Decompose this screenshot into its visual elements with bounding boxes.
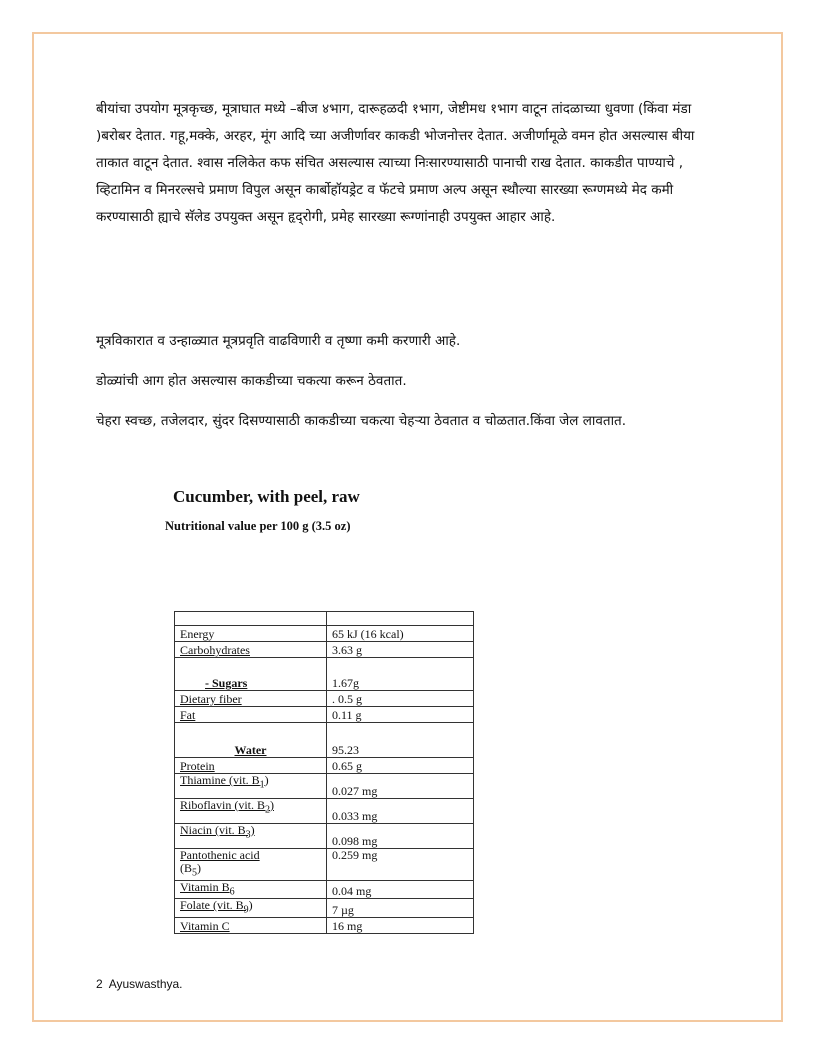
table-row — [175, 691, 474, 707]
nutrient-value: 16 mg — [327, 917, 474, 933]
pantothenic-label-2: (B — [180, 861, 192, 875]
nutrient-label — [175, 799, 327, 824]
nutrient-label: Energy — [175, 626, 327, 642]
nutrient-value: 0.11 g — [327, 707, 474, 723]
paragraph-3: डोळ्यांची आग होत असल्यास काकडीच्या चकत्या करून ठेवतात. — [96, 373, 407, 389]
nutrient-label — [175, 723, 327, 758]
pantothenic-subscript: 5 — [192, 867, 197, 879]
table-row — [175, 707, 474, 723]
paragraph-4: चेहरा स्वच्छ, तजेलदार, सुंदर दिसण्यासाठी काकडीच्या चकत्या चेहऱ्या ठेवतात व चोळतात.किंवा जेल लावतात. — [96, 413, 627, 429]
table-row — [175, 626, 474, 642]
nutrient-value: . 0.5 g — [327, 691, 474, 707]
page-number: 2 — [96, 977, 103, 991]
table-row — [175, 642, 474, 658]
nutrient-value: 65 kJ (16 kcal) — [327, 626, 474, 642]
water-label: Water — [234, 743, 267, 757]
nutrition-title: Cucumber, with peel, raw — [173, 487, 360, 506]
thiamine-close: ) — [264, 773, 269, 787]
table-row — [175, 899, 474, 917]
nutrition-subtitle: Nutritional value per 100 g (3.5 oz) — [165, 519, 351, 533]
nutrition-table — [174, 611, 474, 934]
folate-label: Folate (vit. B — [180, 898, 244, 913]
nutrient-value: 0.259 mg — [327, 849, 474, 881]
nutrient-label — [175, 899, 327, 917]
nutrient-value: 0.027 mg — [327, 774, 474, 799]
vitamin-b6-subscript: 6 — [229, 886, 235, 898]
niacin-subscript: 3 — [245, 829, 251, 841]
niacin-label: Niacin (vit. B — [180, 823, 246, 837]
nutrient-label — [175, 774, 327, 799]
sugars-label: - Sugars — [205, 676, 248, 690]
table-row — [175, 881, 474, 899]
table-row — [175, 774, 474, 799]
nutrient-value: 3.63 g — [327, 642, 474, 658]
nutrient-value: 0.098 mg — [327, 824, 474, 849]
vitamin-b6-label: Vitamin B — [180, 880, 230, 894]
nutrient-label — [175, 881, 327, 899]
paragraph-1: बीयांचा उपयोग मूत्रकृच्छ, मूत्राघात मध्ये –बीज ४भाग, दारूहळदी १भाग, जेष्टीमध १भाग वाटून तांदळाच्या धुवणा (किंवा मंडा )बरोबर देतात. गहू,मक्के, अरहर, मूंग आदि च्या अजीर्णावर काकडी भोजनोत्तर देतात. अजीर्णामूळे वमन होत असल्यास बीया ताकात वाटून देतात. श्वास नलिकेत कफ संचित असल्यास त्याच्या निःसारण्यासाठी पानाची राख देतात. काकडीत पाण्याचे , व्हिटामिन व मिनरल्सचे प्रमाण विपुल असून कार्बोहॉयड्रेट व फॅटचे प्रमाण अल्प असून स्थौल्या सारख्या रूग्णमध्ये मेद कमी करण्यासाठी ह्याचे सॅलेड उपयुक्त असून हृद्‍रोगी, प्रमेह सारख्या रूग्णांनाही उपयुक्त आहार आहे. — [96, 101, 695, 225]
nutrient-label: Carbohydrates — [175, 642, 327, 658]
table-row — [175, 917, 474, 933]
riboflavin-subscript: 2 — [265, 804, 270, 816]
table-row — [175, 658, 474, 691]
nutrient-label — [175, 824, 327, 849]
page-footer — [96, 977, 183, 991]
nutrient-label — [175, 849, 327, 881]
nutrient-label: Vitamin C — [175, 917, 327, 933]
riboflavin-close: ) — [270, 798, 274, 812]
nutrient-value: 0.65 g — [327, 758, 474, 774]
folate-subscript: 9 — [243, 904, 249, 916]
table-header-row — [175, 612, 474, 626]
folate-close: ) — [248, 898, 253, 913]
nutrient-value: 0.04 mg — [327, 881, 474, 899]
pantothenic-close: ) — [197, 861, 201, 875]
nutrient-value: 0.033 mg — [327, 799, 474, 824]
table-row — [175, 758, 474, 774]
table-row — [175, 723, 474, 758]
nutrient-value: 95.23 — [327, 723, 474, 758]
table-row — [175, 824, 474, 849]
nutrient-label: Fat — [175, 707, 327, 723]
table-row — [175, 849, 474, 881]
nutrient-value: 7 µg — [327, 899, 474, 917]
riboflavin-label: Riboflavin (vit. B — [180, 798, 265, 812]
pantothenic-label: Pantothenic acid — [180, 848, 260, 862]
paragraph-2: मूत्रविकारात व उन्हाळ्यात मूत्रप्रवृति वाढविणारी व तृष्णा कमी करणारी आहे. — [96, 333, 461, 349]
nutrient-label — [175, 658, 327, 691]
thiamine-subscript: 1 — [259, 779, 265, 791]
thiamine-label: Thiamine (vit. B — [180, 773, 260, 787]
nutrient-value: 1.67g — [327, 658, 474, 691]
site-name: Ayuswasthya. — [108, 977, 183, 991]
header-cell-empty — [175, 612, 327, 626]
niacin-close: ) — [250, 823, 255, 837]
header-cell-empty — [327, 612, 474, 626]
table-row — [175, 799, 474, 824]
nutrient-label: Protein — [175, 758, 327, 774]
nutrient-label: Dietary fiber — [175, 691, 327, 707]
